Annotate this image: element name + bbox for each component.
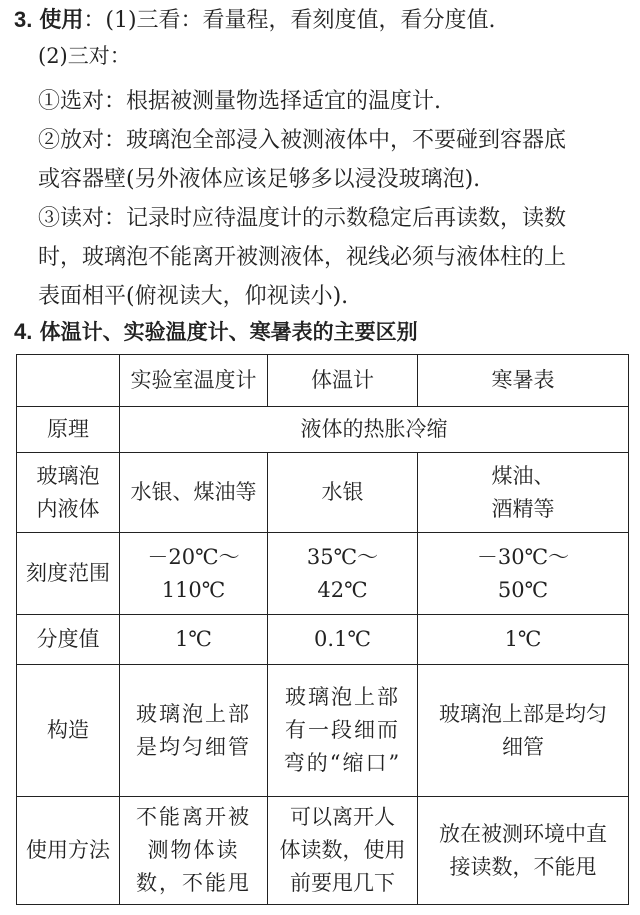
liquid-weather-line2: 酒精等 <box>491 496 555 521</box>
section-3-number: 3. <box>14 7 33 32</box>
range-weather-line2: 50℃ <box>497 577 549 602</box>
usage-weather <box>418 797 629 905</box>
table-row-structure <box>17 665 629 797</box>
structure-weather <box>418 665 629 797</box>
structure-lab-line2: 是均匀细管 <box>136 734 251 759</box>
header-cell-clinical-thermometer: 体温计 <box>268 355 418 407</box>
section-3-line1-text: ：(1)三看：看量程，看刻度值，看分度值. <box>83 8 496 33</box>
division-lab: 1℃ <box>120 615 268 665</box>
usage-lab-line2: 测物体读 <box>147 838 240 862</box>
section-3-line4: ②放对：玻璃泡全部浸入被测液体中，不要碰到容器底 <box>38 128 567 153</box>
liquid-lab: 水银、煤油等 <box>120 453 268 533</box>
row-label-usage: 使用方法 <box>17 797 120 905</box>
section-4-title: 体温计、实验温度计、寒暑表的主要区别 <box>39 319 418 344</box>
usage-lab <box>120 797 268 905</box>
table-row-usage <box>17 797 629 905</box>
section-3-line7: 时，玻璃泡不能离开被测液体，视线必须与液体柱的上 <box>38 245 567 270</box>
header-cell-empty <box>17 355 120 407</box>
row-label-principle: 原理 <box>17 407 120 453</box>
row-label-liquid-line1: 玻璃泡 <box>36 463 100 488</box>
header-cell-lab-thermometer: 实验室温度计 <box>120 355 268 407</box>
usage-body-line1: 可以离开人 <box>290 805 395 829</box>
row-label-range: 刻度范围 <box>17 533 120 615</box>
usage-weather-line1: 放在被测环境中直 <box>439 821 607 846</box>
range-lab-line2: 110℃ <box>161 577 226 602</box>
structure-weather-line2: 细管 <box>502 734 544 759</box>
row-label-liquid <box>17 453 120 533</box>
division-body: 0.1℃ <box>268 615 418 665</box>
structure-body <box>268 665 418 797</box>
range-weather <box>418 533 629 615</box>
section-3-line6: ③读对：记录时应待温度计的示数稳定后再读数，读数 <box>38 206 567 231</box>
section-4-heading <box>14 316 418 348</box>
row-label-liquid-line2: 内液体 <box>36 496 100 521</box>
section-3-line2: (2)三对： <box>38 44 131 68</box>
usage-lab-line1: 不能离开被 <box>136 805 251 829</box>
range-lab-line1: －20℃～ <box>147 544 240 569</box>
division-weather: 1℃ <box>418 615 629 665</box>
section-3-heading-line <box>14 4 496 37</box>
liquid-weather <box>418 453 629 533</box>
structure-body-line2: 有一段细而 <box>285 718 400 742</box>
section-3-line8: 表面相平(俯视读大，仰视读小). <box>38 284 349 309</box>
section-3-line5: 或容器壁(另外液体应该足够多以浸没玻璃泡). <box>38 167 481 192</box>
range-lab <box>120 533 268 615</box>
structure-body-line1: 玻璃泡上部 <box>285 685 400 709</box>
structure-lab <box>120 665 268 797</box>
table-row-division <box>17 615 629 665</box>
range-body-line1: 35℃～ <box>306 544 379 569</box>
structure-weather-line1: 玻璃泡上部是均匀 <box>439 701 607 726</box>
table-row-principle <box>17 407 629 453</box>
structure-lab-line1: 玻璃泡上部 <box>136 701 251 726</box>
liquid-body: 水银 <box>268 453 418 533</box>
thermometer-comparison-table <box>16 354 629 905</box>
usage-body-line3: 前要甩几下 <box>290 871 395 895</box>
range-body <box>268 533 418 615</box>
usage-weather-line2: 接读数，不能甩 <box>449 854 597 879</box>
structure-body-line3: 弯的“缩口” <box>283 751 402 775</box>
section-3-line3: ①选对：根据被测量物选择适宜的温度计. <box>38 89 441 114</box>
range-weather-line1: －30℃～ <box>476 544 570 569</box>
table-row-liquid <box>17 453 629 533</box>
table-row-range <box>17 533 629 615</box>
header-cell-weather-thermometer: 寒暑表 <box>418 355 629 407</box>
range-body-line2: 42℃ <box>317 577 368 602</box>
row-label-division: 分度值 <box>17 615 120 665</box>
section-4-number: 4. <box>14 319 33 344</box>
usage-body-line2: 体读数，使用 <box>279 838 406 862</box>
row-label-structure: 构造 <box>17 665 120 797</box>
usage-body <box>268 797 418 905</box>
principle-value: 液体的热胀冷缩 <box>120 407 629 453</box>
liquid-weather-line1: 煤油、 <box>491 463 555 488</box>
usage-lab-line3: 数，不能甩 <box>136 871 251 895</box>
section-3-title: 使用 <box>39 7 84 33</box>
table-header-row <box>17 355 629 407</box>
